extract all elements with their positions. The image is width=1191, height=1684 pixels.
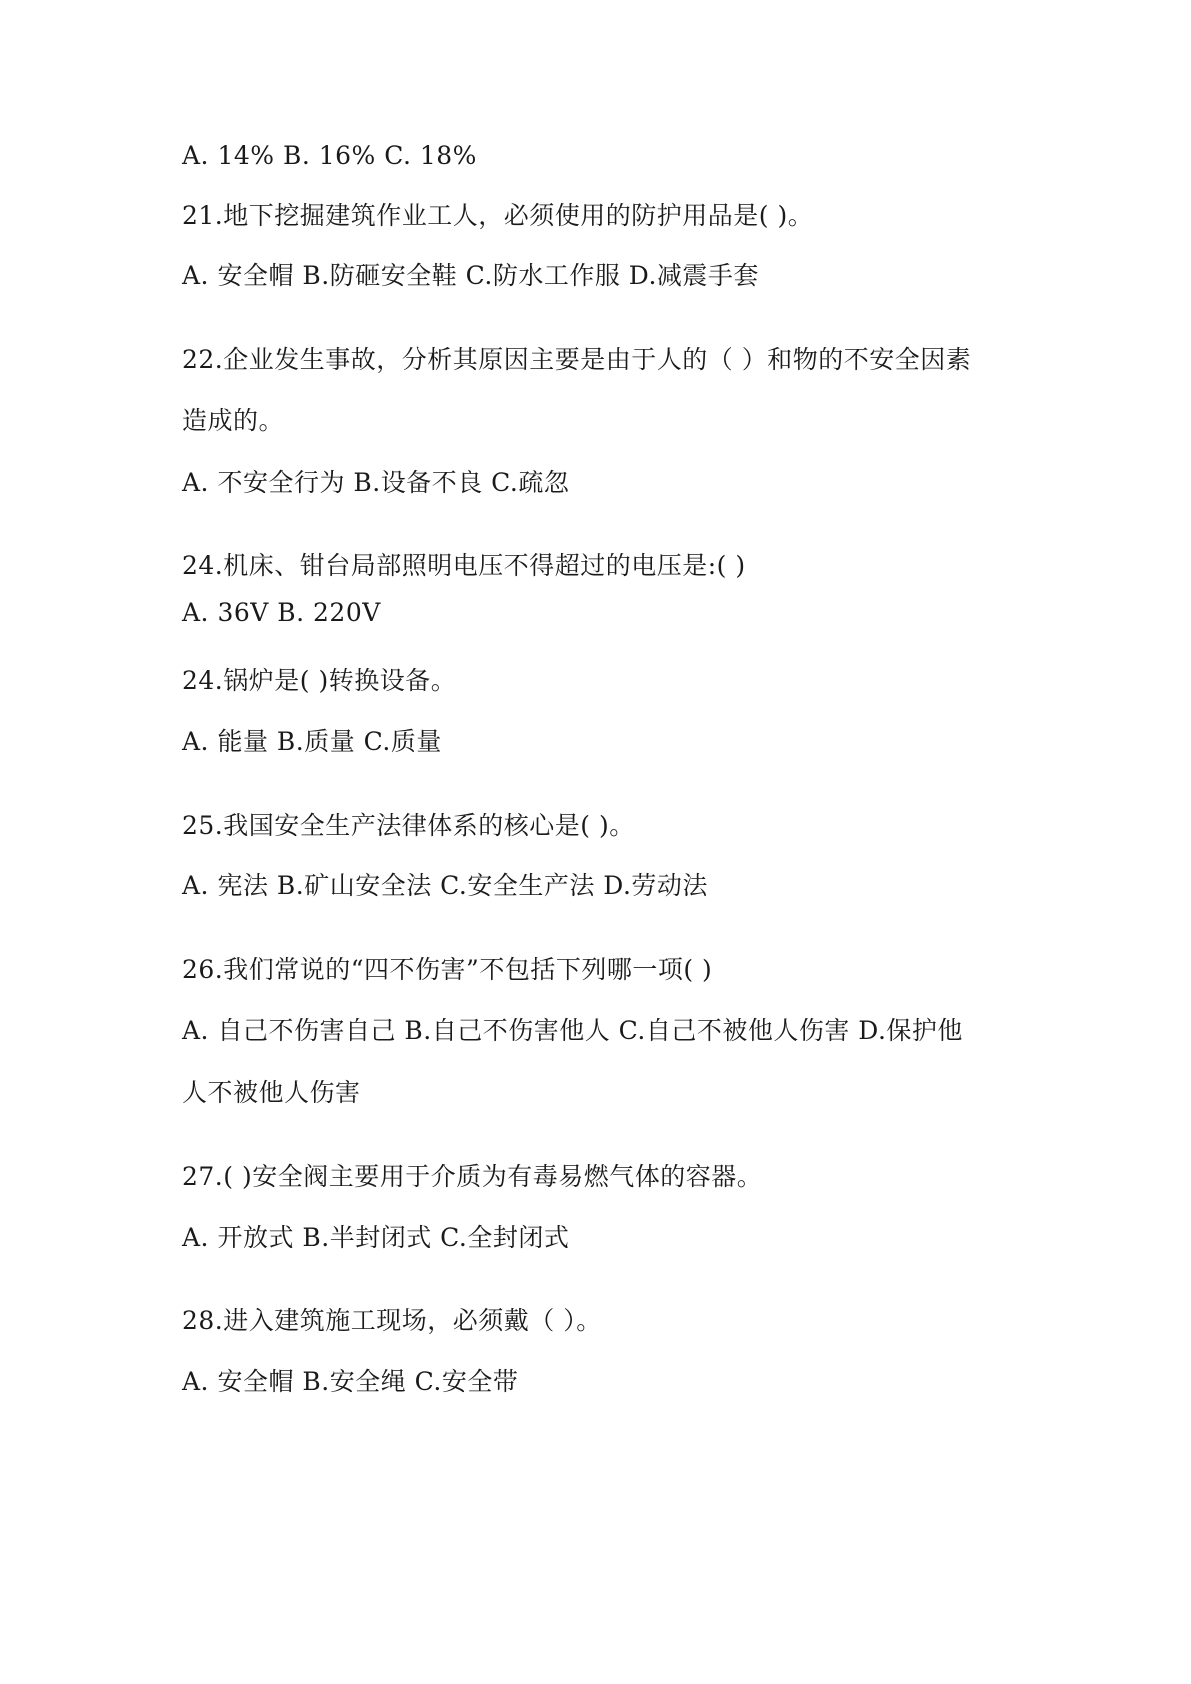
options-q21: A. 安全帽 B.防砸安全鞋 C.防水工作服 D.减震手套: [182, 261, 759, 290]
question-22-line-1: 22.企业发生事故，分析其原因主要是由于人的（ ）和物的不安全因素: [182, 345, 972, 374]
options-q26-line-1: A. 自己不伤害自己 B.自己不伤害他人 C.自己不被他人伤害 D.保护他: [182, 1016, 963, 1045]
options-q20: A. 14% B. 16% C. 18%: [182, 141, 477, 170]
options-q26-line-2: 人不被他人伤害: [182, 1078, 361, 1107]
options-q25: A. 宪法 B.矿山安全法 C.安全生产法 D.劳动法: [182, 871, 708, 900]
question-25: 25.我国安全生产法律体系的核心是( )。: [182, 811, 635, 840]
options-q22: A. 不安全行为 B.设备不良 C.疏忽: [182, 468, 570, 497]
question-26: 26.我们常说的“四不伤害”不包括下列哪一项( ): [182, 955, 713, 984]
question-24-boiler: 24.锅炉是( )转换设备。: [182, 666, 457, 695]
options-q24-voltage: A. 36V B. 220V: [182, 598, 381, 627]
question-27: 27.( )安全阀主要用于介质为有毒易燃气体的容器。: [182, 1162, 763, 1191]
question-22-line-2: 造成的。: [182, 406, 285, 435]
options-q27: A. 开放式 B.半封闭式 C.全封闭式: [182, 1223, 570, 1252]
question-21: 21.地下挖掘建筑作业工人，必须使用的防护用品是( )。: [182, 201, 814, 230]
question-28: 28.进入建筑施工现场，必须戴（ ）。: [182, 1306, 602, 1335]
options-q28: A. 安全帽 B.安全绳 C.安全带: [182, 1367, 519, 1396]
options-q24-boiler: A. 能量 B.质量 C.质量: [182, 727, 442, 756]
question-24-voltage: 24.机床、钳台局部照明电压不得超过的电压是:( ): [182, 551, 746, 580]
